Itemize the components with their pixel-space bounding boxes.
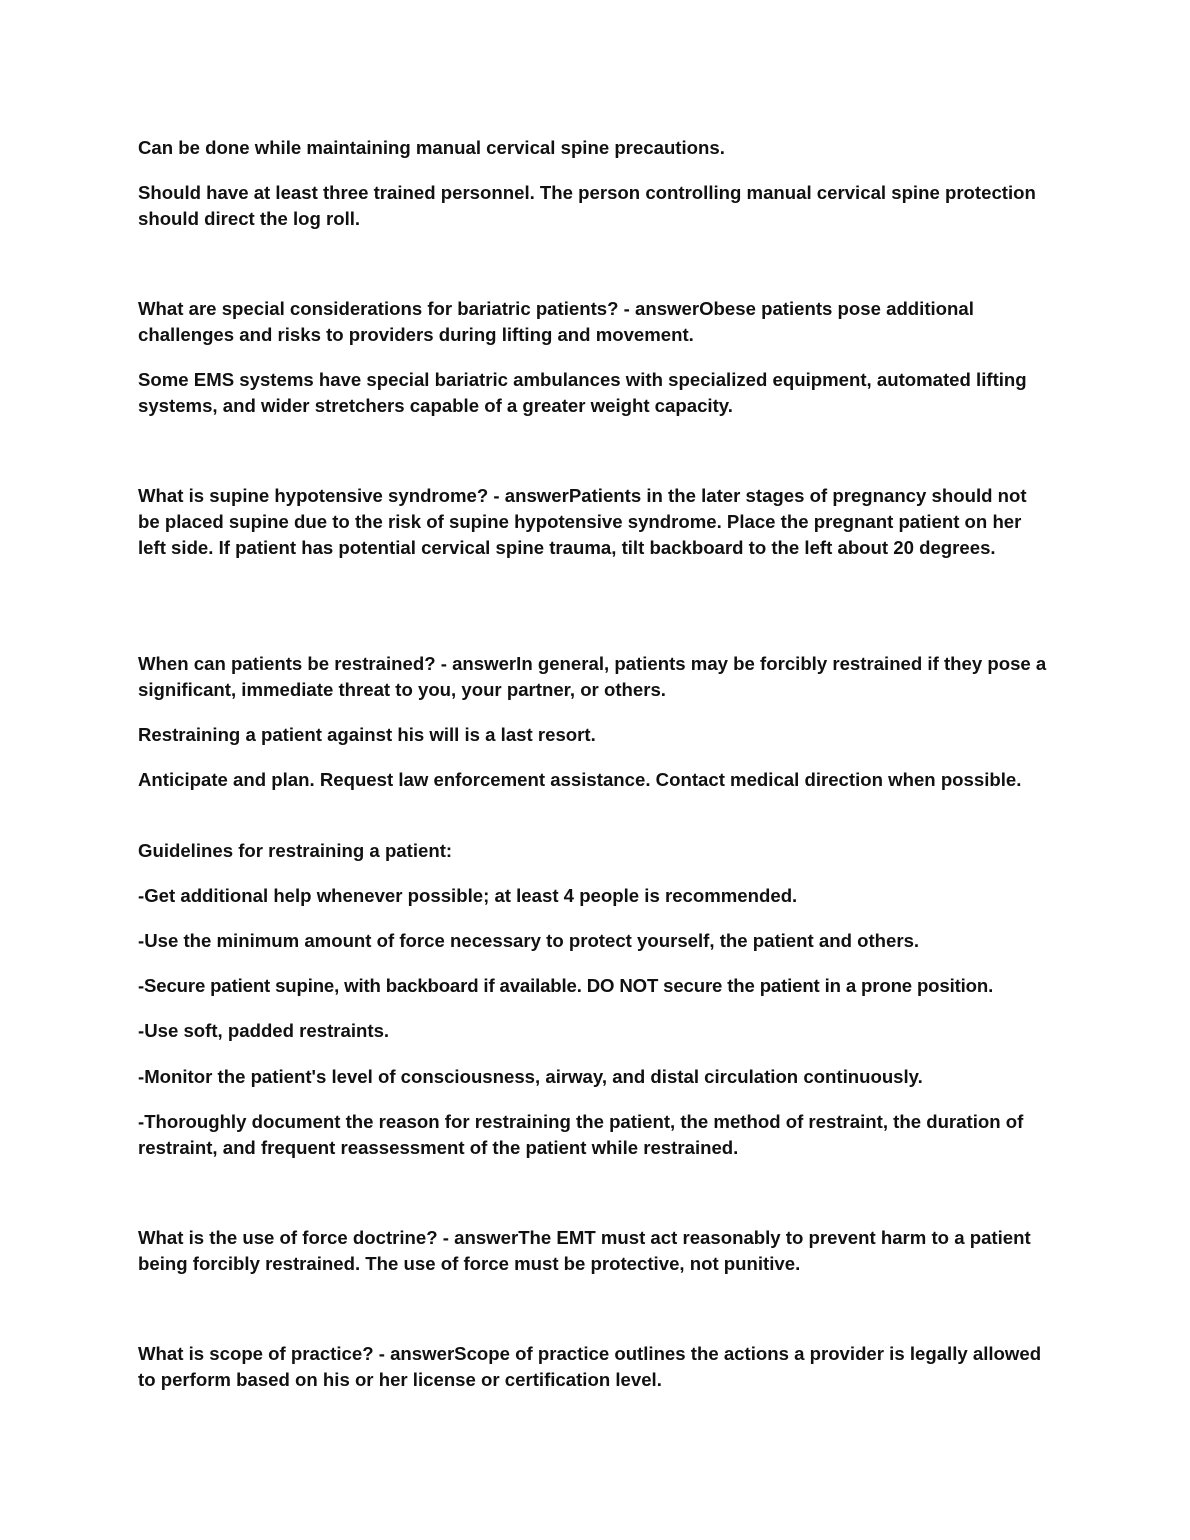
paragraph-guideline-soft: -Use soft, padded restraints. (138, 1020, 390, 1041)
paragraph-log-roll-precautions: Can be done while maintaining manual cervical spine precautions. (138, 137, 725, 158)
paragraph-scope-of-practice-qa: What is scope of practice? - answerScope of practice outlines the actions a provider is legally allowed to perform based on his or her license or certification level. (138, 1343, 1042, 1390)
paragraph-restrain-qa: When can patients be restrained? - answerIn general, patients may be forcibly restrained if they pose a significant, immediate threat to you, your partner, or others. (138, 653, 1047, 700)
paragraph-bariatric-qa: What are special considerations for bariatric patients? - answerObese patients pose additional challenges and risks to providers during lifting and movement. (138, 298, 974, 345)
paragraph-restrain-guidelines-heading: Guidelines for restraining a patient: (138, 840, 453, 861)
paragraph-guideline-supine: -Secure patient supine, with backboard if available. DO NOT secure the patient in a prone position. (138, 975, 994, 996)
paragraph-force-doctrine-qa: What is the use of force doctrine? - answerThe EMT must act reasonably to prevent harm to a patient being forcibly restrained. The use of force must be protective, not punitive. (138, 1227, 1031, 1274)
paragraph-supine-hypotensive-qa: What is supine hypotensive syndrome? - answerPatients in the later stages of pregnancy should not be placed supine due to the risk of supine hypotensive syndrome. Place the pregnant patient on her left side. If patient has potential cervical spine trauma, tilt backboard to the left about 20 degrees. (138, 485, 1027, 558)
paragraph-bariatric-ambulances: Some EMS systems have special bariatric ambulances with specialized equipment, automated lifting systems, and wider stretchers capable of a greater weight capacity. (138, 369, 1027, 416)
paragraph-guideline-monitor: -Monitor the patient's level of consciousness, airway, and distal circulation continuously. (138, 1066, 923, 1087)
paragraph-restrain-plan: Anticipate and plan. Request law enforcement assistance. Contact medical direction when possible. (138, 769, 1022, 790)
paragraph-guideline-help: -Get additional help whenever possible; at least 4 people is recommended. (138, 885, 798, 906)
paragraph-restrain-last-resort: Restraining a patient against his will is a last resort. (138, 724, 596, 745)
paragraph-guideline-document: -Thoroughly document the reason for restraining the patient, the method of restraint, the duration of restraint, and frequent reassessment of the patient while restrained. (138, 1111, 1024, 1158)
paragraph-log-roll-personnel: Should have at least three trained personnel. The person controlling manual cervical spine protection should direct the log roll. (138, 182, 1036, 229)
paragraph-guideline-force: -Use the minimum amount of force necessary to protect yourself, the patient and others. (138, 930, 920, 951)
document-page (138, 0, 1053, 1540)
